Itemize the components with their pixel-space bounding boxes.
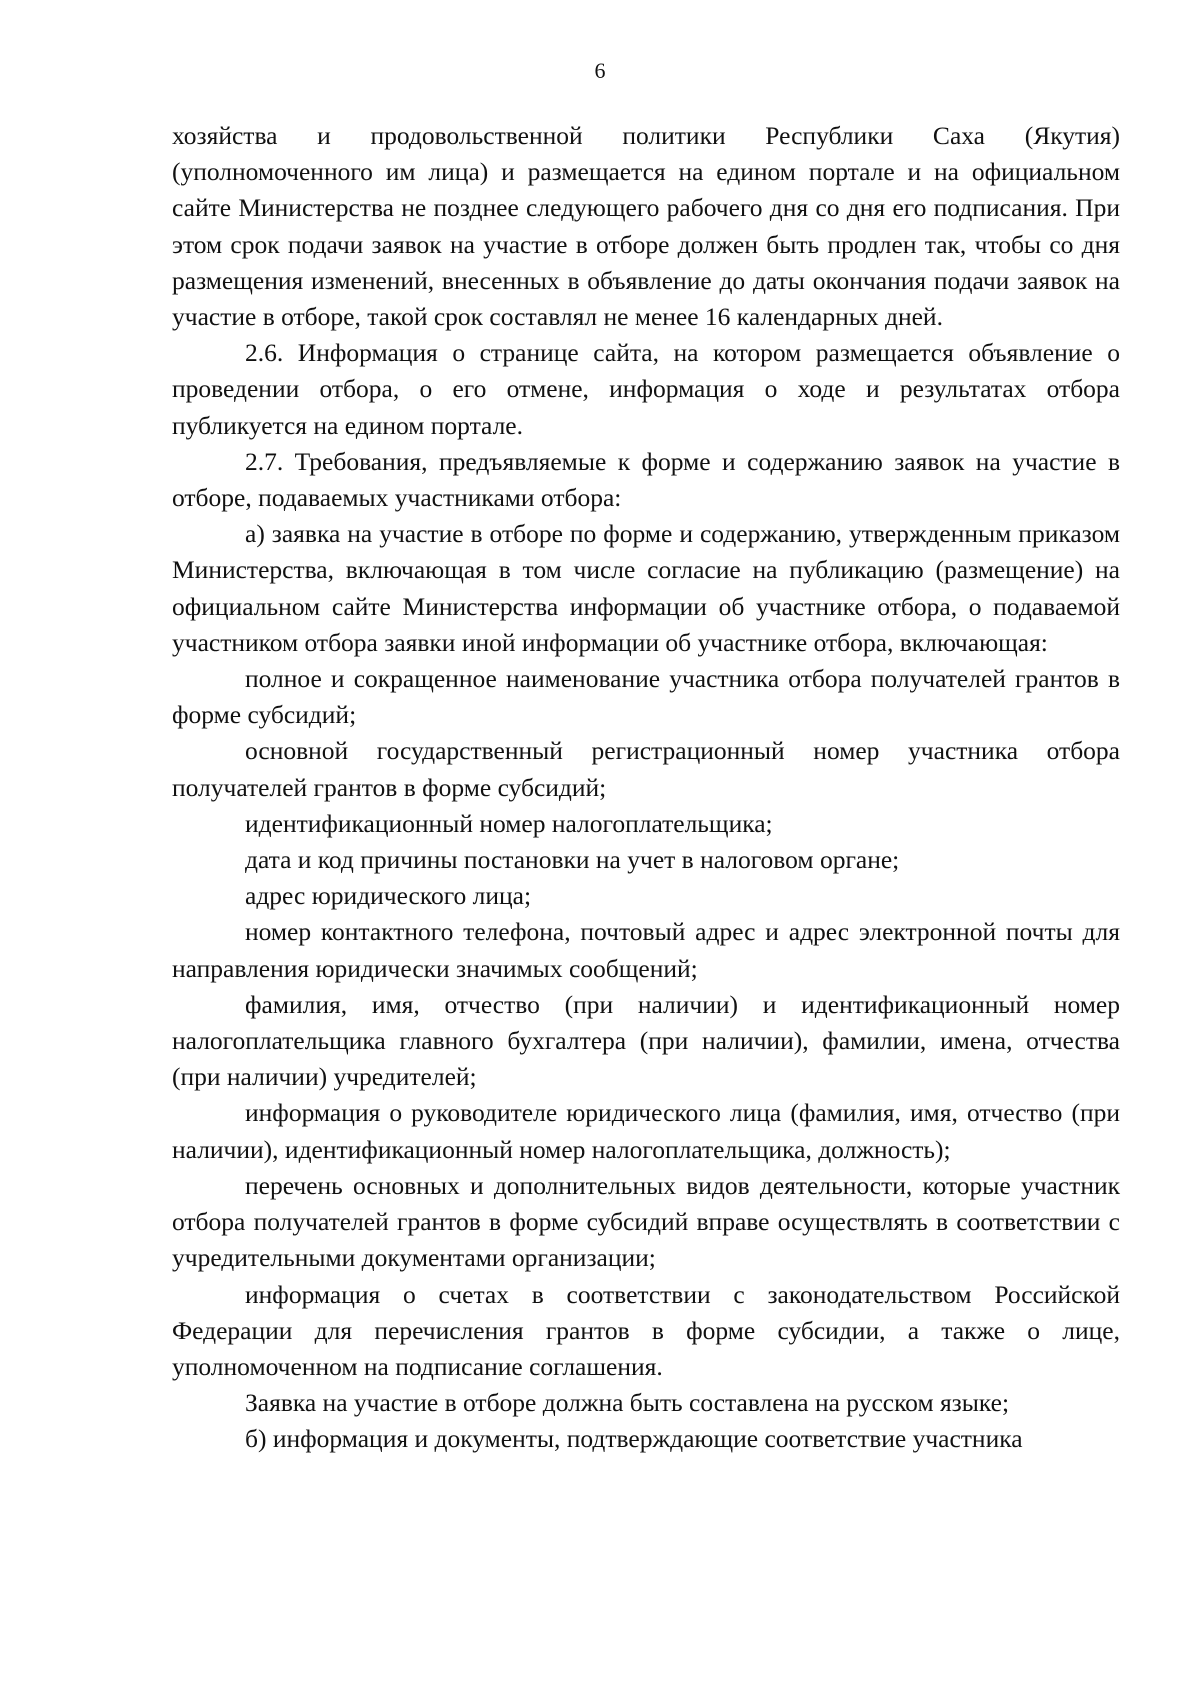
paragraph-director: информация о руководителе юридического лица (фамилия, имя, отчество (при наличии), идентификационный номер налогоплательщика, должность); <box>172 1098 1120 1164</box>
paragraph-item-b: б) информация и документы, подтверждающие соответствие участника <box>245 1424 1023 1454</box>
paragraph-full-name: полное и сокращенное наименование участника отбора получателей грантов в форме субсидий; <box>172 664 1120 730</box>
paragraph-item-a: а) заявка на участие в отборе по форме и содержанию, утвержденным приказом Министерства, включающая в том числе согласие на публикацию (размещение) на официальном сайте Министерства информации об участнике отбора, о подаваемой участником отбора заявки иной информации об участнике отбора, включающая: <box>172 519 1120 657</box>
paragraph-kpp: дата и код причины постановки на учет в налоговом органе; <box>245 845 900 875</box>
paragraph-accounts: информация о счетах в соответствии с законодательством Российской Федерации для перечисления грантов в форме субсидии, а также о лице, уполномоченном на подписание соглашения. <box>172 1279 1120 1381</box>
paragraph-activities: перечень основных и дополнительных видов деятельности, которые участник отбора получателей грантов в форме субсидий вправе осуществлять в соответствии с учредительными документами организации; <box>172 1170 1120 1273</box>
page-number: 6 <box>594 58 606 83</box>
paragraph-language: Заявка на участие в отборе должна быть составлена на русском языке; <box>245 1388 1010 1418</box>
paragraph-2-7: 2.7. Требования, предъявляемые к форме и содержанию заявок на участие в отборе, подаваемых участниками отбора: <box>172 446 1120 513</box>
paragraph-2-6: 2.6. Информация о странице сайта, на котором размещается объявление о проведении отбора, о его отмене, информация о ходе и результатах отбора публикуется на едином портале. <box>172 338 1120 440</box>
paragraph-contacts: номер контактного телефона, почтовый адрес и адрес электронной почты для направления юридически значимых сообщений; <box>172 917 1120 983</box>
paragraph-continuation: хозяйства и продовольственной политики Республики Саха (Якутия) (уполномоченного им лица) и размещается на едином портале и на официальном сайте Министерства не позднее следующего рабочего дня со дня его подписания. При этом срок подачи заявок на участие в отборе должен быть продлен так, чтобы со дня размещения изменений, внесенных в объявление до даты окончания подачи заявок на участие в отборе, такой срок составлял не менее 16 календарных дней. <box>172 121 1120 332</box>
paragraph-inn: идентификационный номер налогоплательщика; <box>245 808 773 838</box>
paragraph-ogrn: основной государственный регистрационный номер участника отбора получателей грантов в форме субсидий; <box>172 736 1120 802</box>
document-body <box>172 118 1120 1458</box>
paragraph-address: адрес юридического лица; <box>245 881 532 911</box>
paragraph-accountant: фамилия, имя, отчество (при наличии) и идентификационный номер налогоплательщика главного бухгалтера (при наличии), фамилии, имена, отчества (при наличии) учредителей; <box>172 989 1120 1092</box>
